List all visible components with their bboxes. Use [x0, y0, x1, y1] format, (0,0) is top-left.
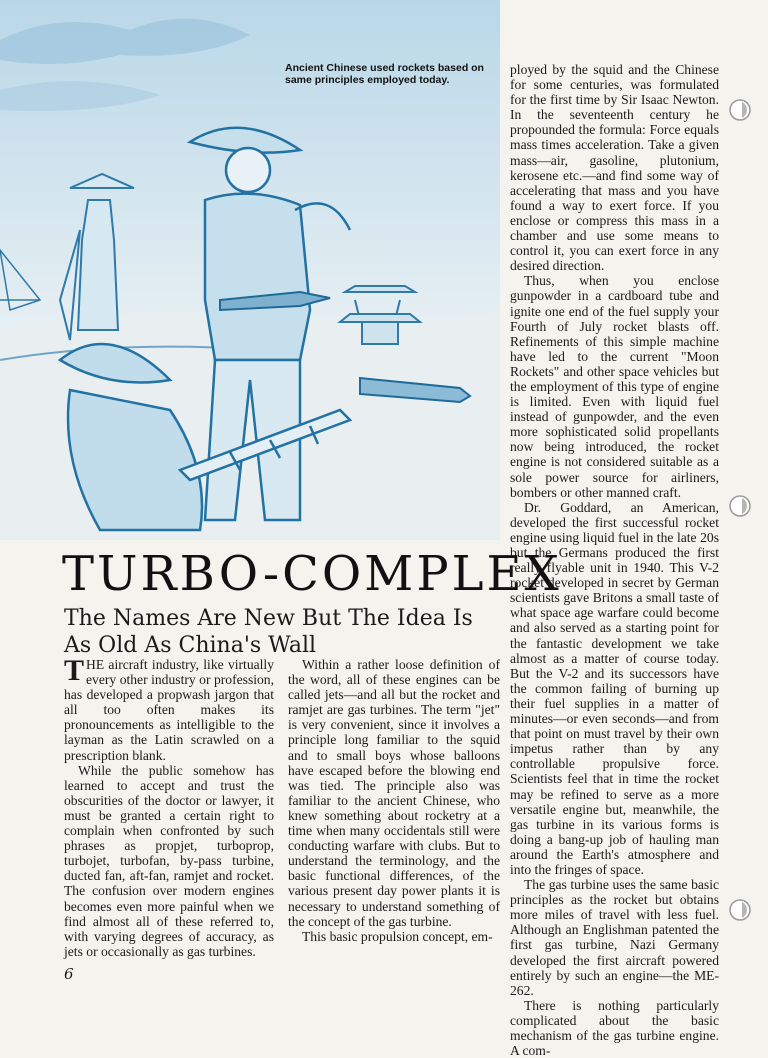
paragraph: There is nothing particularly complicated about the basic mechanism of the gas turbine engine. A com-	[510, 997, 719, 1058]
paragraph: ployed by the squid and the Chinese for some centuries, was formulated for the first time by Sir Isaac Newton. In the seventeenth century he propounded the formula: Force equals mass times acceleration. Take a given mass—air, gasoline, plutonium, kerosene etc.—and find some way of accelerating that mass and you have found a way to exert force. If you enclose or compress this mass in a chamber and use some means to control it, you can exert force in any desired direction.	[510, 62, 719, 274]
article-title: TURBO-COMPLEX	[62, 546, 562, 602]
paragraph: Within a rather loose definition of the word, all of these engines can be called jets—and all but the rocket and ramjet are gas turbines. The term "jet" is very convenient, since it involves a principle long familiar to the squid and to small boys whose balloons have escaped before the blowing end was tied. The principle also was familiar to the ancient Chinese, who knew something about rocketry at a time when many occidentals still were conducting warfare with clubs. But to understand the terminology, and the basic functional differences, of the various present day power plants it is necessary to understand something of the concept of the gas turbine.	[288, 657, 500, 929]
paragraph: Dr. Goddard, an American, developed the first successful rocket engine using liquid fuel in the late 20s but the Germans produced the first really flyable unit in 1940. This V-2 rocket developed in secret by German scientists gave Britons a small taste of what space age warfare could become and also served as a starting point for the fantastic development we take almost as a matter of course today. But the V-2 and its successors have the common failing of burning up their fuel supplies in a matter of minutes—or even seconds—and from that point on must travel by their own impetus rather than by any controllable propulsive force. Scientists feel that in time the rocket may be refined to serve as a more versatile engine but, meanwhile, the gas turbine in its various forms is doing a bang-up job of hauling man around the Earth's atmosphere and into the fringes of space.	[510, 499, 719, 877]
column-1	[64, 654, 274, 959]
binder-hole-icon	[728, 898, 752, 922]
illustration-caption: Ancient Chinese used rockets based on same principles employed today.	[285, 62, 484, 86]
paragraph: THE aircraft industry, like virtually every other industry or profession, has developed a propwash jargon that all too often makes its pronouncements as intelligible to the layman as the Latin scrawled on a prescription blank.	[64, 654, 274, 763]
paragraph: Thus, when you enclose gunpowder in a cardboard tube and ignite one end of the fuel supply your Fourth of July rocket blasts off. Refinements of this simple machine have led to the current "Moon Rockets" and other space vehicles but the employment of this type of engine is limited. Even with liquid fuel instead of gunpowder, and the even more sophisticated solid propellants now being introduced, the rocket engine is not considered suitable as a sole power source for airliners, bombers or other manned craft.	[510, 273, 719, 500]
page-number: 6	[64, 965, 74, 983]
column-2	[288, 657, 500, 944]
drop-cap: T	[64, 654, 85, 687]
binder-hole-icon	[728, 494, 752, 518]
paragraph: The gas turbine uses the same basic principles as the rocket but obtains more miles of travel with less fuel. Although an Englishman patented the first gas turbine, Nazi Germany developed the first aircraft powered entirely by such an engine—the ME-262.	[510, 877, 719, 998]
paragraph: This basic propulsion concept, em-	[302, 928, 493, 944]
article-subtitle: The Names Are New But The Idea Is As Old As China's Wall	[64, 606, 473, 658]
column-3	[510, 62, 719, 1058]
binder-hole-icon	[728, 98, 752, 122]
paragraph: While the public somehow has learned to accept and trust the obscurities of the doctor or lawyer, it must be granted a certain right to complain when confronted by such phrases as propjet, turboprop, turbojet, turbofan, by-pass turbine, ducted fan, aft-fan, ramjet and rocket. The confusion over modern engines becomes even more painful when we find almost all of these referred to, with varying degrees of accuracy, as jets or occasionally as gas turbines.	[64, 762, 274, 959]
